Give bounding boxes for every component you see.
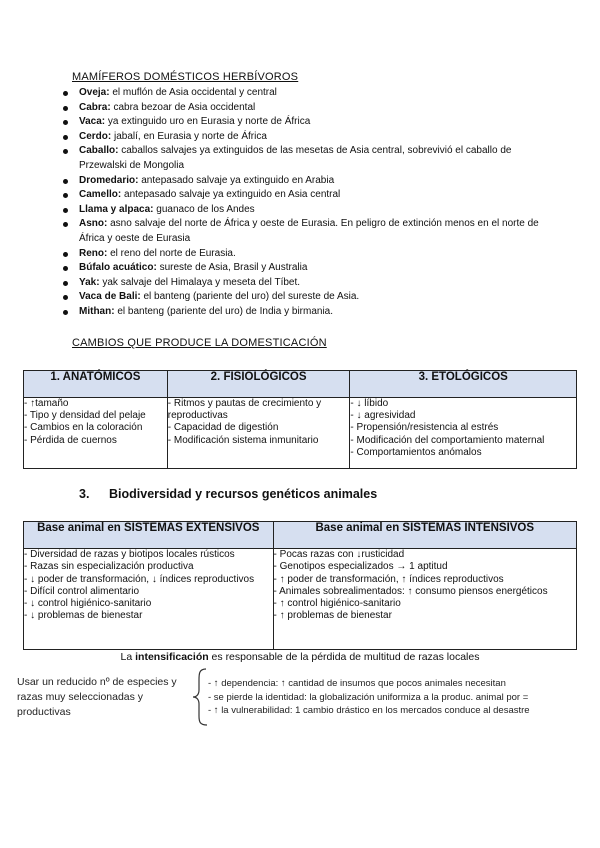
cell-line: - ↑tamaño — [24, 398, 69, 409]
table-header-row — [24, 522, 577, 549]
note-line: - se pierde la identidad: la globalización uniformiza a la produc. animal por = — [208, 691, 529, 703]
cell-line: - Razas sin especialización productiva — [24, 561, 194, 573]
cell-line: - Ritmos y pautas de crecimiento y reproductivas — [167, 398, 322, 422]
cell-intensivos — [273, 549, 576, 650]
animal-desc: jabalí, en Eurasia y norte de África — [111, 130, 267, 142]
table-row — [24, 549, 577, 650]
note-line: - ↑ dependencia: ↑ cantidad de insumos que pocos animales necesitan — [208, 678, 506, 689]
animal-desc: guanaco de los Andes — [153, 203, 255, 215]
animal-list — [60, 86, 560, 320]
list-item — [60, 115, 560, 130]
animal-desc: el banteng (pariente del uro) del sureste de Asia. — [140, 291, 360, 303]
production-systems-table — [23, 521, 577, 650]
header-etologicos: 3. ETOLÓGICOS — [350, 371, 577, 398]
cell-line: - Modificación sistema inmunitario — [167, 434, 319, 446]
handwritten-note-right — [208, 677, 588, 718]
list-item — [60, 86, 560, 101]
list-item — [60, 261, 560, 276]
cell-line: - ↑ control higiénico-sanitario — [273, 598, 401, 610]
animal-name: Caballo: — [79, 145, 119, 157]
animal-desc: antepasado salvaje ya extinguido en Asia central — [121, 189, 341, 201]
section-title-mamiferos: MAMÍFEROS DOMÉSTICOS HERBÍVOROS — [72, 71, 299, 83]
animal-desc: el muflón de Asia occidental y central — [109, 87, 277, 98]
cell-line: - Propensión/resistencia al estrés — [350, 422, 499, 434]
section-number: 3. — [79, 487, 90, 501]
header-extensivos: Base animal en SISTEMAS EXTENSIVOS — [24, 522, 274, 549]
conclusion-line — [0, 651, 600, 663]
list-item — [60, 217, 560, 246]
cell-line: - ↓ problemas de bienestar — [24, 610, 143, 622]
curly-brace-icon — [190, 666, 210, 728]
cell-line: - Capacidad de digestión — [167, 422, 279, 434]
animal-name: Cerdo: — [79, 130, 112, 142]
animal-desc: sureste de Asia, Brasil y Australia — [156, 262, 308, 274]
animal-name: Vaca de Bali: — [79, 291, 141, 303]
cell-etologicos — [350, 398, 577, 469]
cell-line: - Cambios en la coloración — [24, 422, 143, 434]
cell-line: - Tipo y densidad del pelaje — [24, 410, 146, 422]
conclusion-pre: La — [120, 651, 136, 663]
animal-desc: el reno del norte de Eurasia. — [107, 247, 236, 259]
cell-anatomicos — [24, 398, 168, 469]
conclusion-bold: intensificación — [135, 651, 209, 663]
conclusion-post: es responsable de la pérdida de multitud de razas locales — [208, 651, 480, 663]
header-anatomicos: 1. ANATÓMICOS — [24, 371, 168, 398]
header-intensivos: Base animal en SISTEMAS INTENSIVOS — [273, 522, 576, 549]
cell-line: - Pérdida de cuernos — [24, 434, 117, 446]
list-item — [60, 174, 560, 189]
domestication-changes-table — [23, 370, 577, 469]
section-heading-biodiversidad — [79, 487, 377, 501]
animal-desc: caballos salvajes ya extinguidos de las mesetas de Asia central, sobrevivió el caballo de Przewalski de Mongolia — [79, 145, 512, 171]
table-row — [24, 398, 577, 469]
cell-fisiologicos — [167, 398, 350, 469]
cell-line: - ↓ control higiénico-sanitario — [24, 598, 152, 610]
list-item — [60, 305, 560, 320]
list-item — [60, 188, 560, 203]
animal-desc: cabra bezoar de Asia occidental — [110, 101, 256, 113]
list-item — [60, 290, 560, 305]
cell-line: - Pocas razas con ↓rusticidad — [273, 549, 405, 560]
animal-name: Dromedario: — [79, 174, 139, 186]
animal-name: Cabra: — [79, 101, 111, 113]
animal-name: Llama y alpaca: — [79, 203, 154, 215]
list-item — [60, 130, 560, 145]
animal-name: Vaca: — [79, 116, 106, 128]
animal-name: Reno: — [79, 247, 108, 259]
cell-line: - ↓ líbido — [350, 398, 389, 409]
animal-name: Búfalo acuático: — [79, 262, 157, 274]
section-heading-text: Biodiversidad y recursos genéticos animales — [109, 487, 378, 501]
animal-desc: asno salvaje del norte de África y oeste de Eurasia. En peligro de extinción menos en el norte de África y oeste de Eurasia — [79, 218, 539, 244]
animal-name: Oveja: — [79, 87, 110, 98]
animal-name: Asno: — [79, 218, 108, 230]
table-header-row — [24, 371, 577, 398]
animal-name: Yak: — [79, 276, 100, 288]
header-fisiologicos: 2. FISIOLÓGICOS — [167, 371, 350, 398]
cell-extensivos — [24, 549, 274, 650]
animal-name: Camello: — [79, 189, 122, 201]
list-item — [60, 247, 560, 262]
list-item — [60, 101, 560, 116]
note-line: - ↑ la vulnerabilidad: 1 cambio drástico en los mercados conduce al desastre — [208, 705, 530, 717]
cell-line: - Modificación del comportamiento maternal — [350, 434, 545, 446]
cell-line: - ↓ poder de transformación, ↓ índices reproductivos — [24, 573, 255, 585]
cell-line: - ↑ poder de transformación, ↑ índices reproductivos — [273, 573, 504, 585]
cell-line: - ↑ problemas de bienestar — [273, 610, 392, 622]
cell-line: - Difícil control alimentario — [24, 585, 140, 597]
animal-name: Mithan: — [79, 305, 115, 317]
cell-line: - Diversidad de razas y biotipos locales rústicos — [24, 549, 235, 560]
handwritten-note-left: Usar un reducido nº de especies y razas muy seleccionadas y productivas — [17, 676, 177, 718]
cell-line: - Genotipos especializados → 1 aptitud — [273, 561, 448, 573]
cell-line: - Comportamientos anómalos — [350, 446, 482, 458]
section-title-cambios: CAMBIOS QUE PRODUCE LA DOMESTICACIÓN — [72, 337, 327, 349]
animal-desc: ya extinguido uro en Eurasia y norte de África — [105, 116, 311, 128]
animal-desc: el banteng (pariente del uro) de India y birmania. — [114, 305, 334, 317]
animal-desc: antepasado salvaje ya extinguido en Arabia — [138, 174, 335, 186]
cell-line: - ↓ agresividad — [350, 410, 416, 422]
cell-line: - Animales sobrealimentados: ↑ consumo piensos energéticos — [273, 585, 548, 597]
list-item — [60, 276, 560, 291]
list-item — [60, 203, 560, 218]
list-item — [60, 144, 560, 173]
animal-desc: yak salvaje del Himalaya y meseta del Tíbet. — [99, 276, 301, 288]
